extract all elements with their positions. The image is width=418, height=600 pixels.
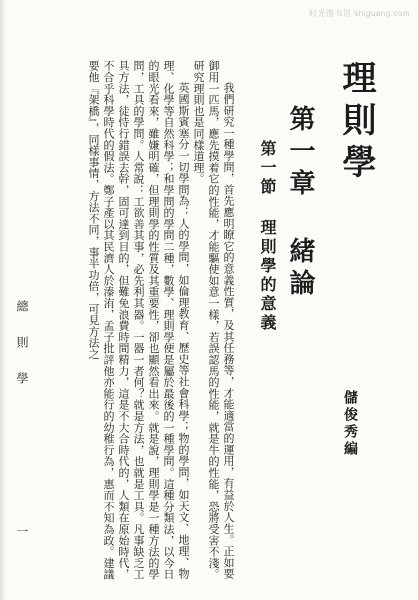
running-title: 總則學 — [15, 300, 29, 408]
section-title: 第一節 理則學的意義 — [258, 140, 277, 333]
paragraph: 我們研究一種學問，首先應明瞭它的意義性質，及其任務等，才能適當的運用，有益於人生。正如要御用一匹馬，應先摸着它的性能，才能驅使如意一樣，若誤認馬的性能，就是牛的性能，恐將受害不淺。研究理則也是同樣道理。 — [192, 60, 235, 580]
page-number: 一 — [15, 525, 29, 537]
body-text — [58, 60, 236, 580]
author: 儲俊秀編 — [342, 390, 358, 458]
watermark: 时光图书馆 shiguang.com — [308, 9, 410, 18]
page-edge-shadow — [0, 0, 6, 600]
chapter-title: 第一章 緒論 — [285, 105, 315, 301]
paragraph: 英國斯賓塞分一切學問為：人的學問，如倫理教育、歷史等社會科學；物的學問，如天文、地理、物理、化學等自然科學；和學問的學問二種，數學、理則學便是屬於最後的一種學問。這種分類法，以今日的眼光看來，雖嫌明確，但理則學的性質及其重要性，卻也顯然看出來。就是說，理則學是一種方法的學問，工具的學問。人常說：工欲善其事，必先利其器。一器一者何？就是方法，也就是工具。凡事缺乏工具方法，徒恃行錯誤去幹，固可達到目的，但難免浪費時間精力，這是不大合時代的，人類在原始時代，不合乎科學時代的假法。鄭子產以其民濟人於溱洧，孟子批評他亦能行的幼稚行為，惠而不知為政。建議要他『架橋』，同樣事情，方法不同，事半功倍，可見方法之 — [87, 60, 190, 580]
book-title: 理則學 — [336, 60, 376, 186]
